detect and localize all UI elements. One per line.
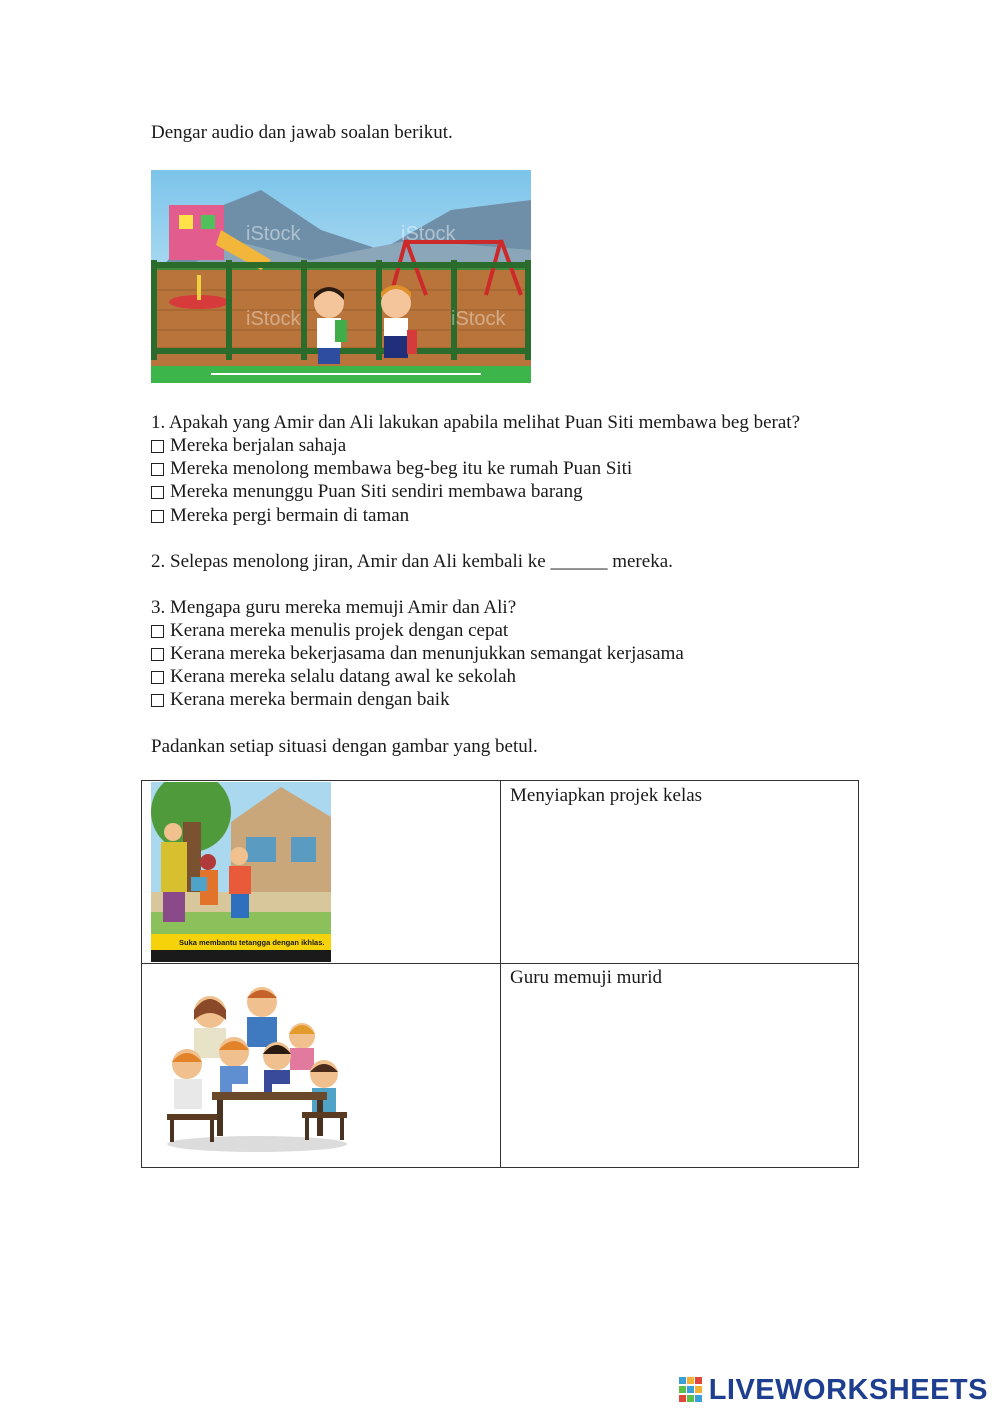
liveworksheets-logo[interactable] (679, 1370, 988, 1410)
option-label: Mereka pergi bermain di taman (170, 505, 410, 526)
liveworksheets-icon (679, 1377, 703, 1403)
checkbox[interactable] (151, 671, 164, 684)
q2-blank-input[interactable]: ______ (550, 551, 608, 572)
q1-option-3[interactable] (151, 480, 583, 503)
q3-option-4[interactable] (151, 688, 450, 711)
watermark-3: iStock (246, 308, 301, 330)
q1-option-2[interactable] (151, 457, 632, 480)
question-1: 1. Apakah yang Amir dan Ali lakukan apabila melihat Puan Siti membawa beg berat? (151, 412, 800, 433)
q1-option-4[interactable] (151, 504, 409, 527)
image-caption: Suka membantu tetangga dengan ikhlas. (179, 938, 325, 947)
matching-table (141, 780, 859, 1168)
row-1-text: Menyiapkan projek kelas (510, 785, 703, 806)
q3-option-2[interactable] (151, 642, 684, 665)
checkbox[interactable] (151, 648, 164, 661)
option-label: Kerana mereka selalu datang awal ke sekolah (170, 666, 517, 687)
option-label: Kerana mereka bermain dengan baik (170, 689, 450, 710)
q3-option-3[interactable] (151, 665, 516, 688)
checkbox[interactable] (151, 510, 164, 523)
question-2 (151, 550, 673, 573)
watermark-4: iStock (451, 308, 506, 330)
row-2-text: Guru memuji murid (510, 967, 662, 988)
q2-text-before: 2. Selepas menolong jiran, Amir dan Ali kembali ke (151, 551, 546, 572)
table-column-divider (500, 781, 501, 1167)
playground-image (151, 170, 531, 383)
checkbox[interactable] (151, 694, 164, 707)
option-label: Mereka menolong membawa beg-beg itu ke rumah Puan Siti (170, 458, 633, 479)
option-label: Kerana mereka bekerjasama dan menunjukkan semangat kerjasama (170, 643, 684, 664)
watermark-2: iStock (401, 223, 456, 245)
checkbox[interactable] (151, 463, 164, 476)
q2-text-after: mereka. (612, 551, 673, 572)
question-3: 3. Mengapa guru mereka memuji Amir dan Ali? (151, 597, 517, 618)
helping-neighbour-image[interactable] (151, 782, 331, 962)
match-instruction: Padankan setiap situasi dengan gambar yang betul. (151, 736, 538, 757)
watermark-1: iStock (246, 223, 301, 245)
brand-name: LIVEWORKSHEETS (708, 1373, 988, 1406)
checkbox[interactable] (151, 486, 164, 499)
checkbox[interactable] (151, 625, 164, 638)
q3-option-1[interactable] (151, 619, 508, 642)
instruction-text: Dengar audio dan jawab soalan berikut. (151, 122, 453, 143)
option-label: Mereka menunggu Puan Siti sendiri membawa barang (170, 481, 583, 502)
option-label: Mereka berjalan sahaja (170, 435, 347, 456)
class-project-image[interactable] (162, 984, 352, 1156)
q1-option-1[interactable] (151, 434, 346, 457)
option-label: Kerana mereka menulis projek dengan cepat (170, 620, 509, 641)
checkbox[interactable] (151, 440, 164, 453)
